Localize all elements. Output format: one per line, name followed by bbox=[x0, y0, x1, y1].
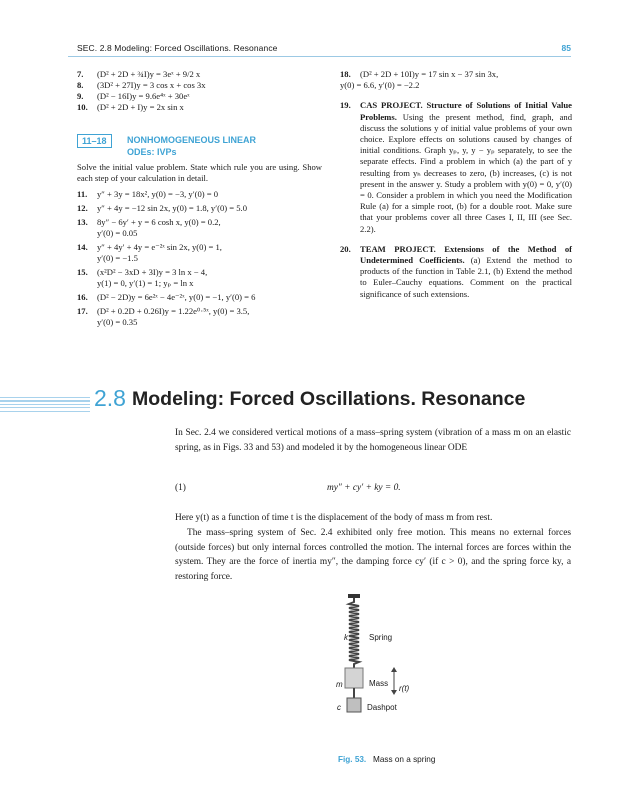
problem-8: 8. (3D² + 27I)y = 3 cos x + cos 3x bbox=[77, 80, 206, 90]
spring-label: Spring bbox=[369, 633, 393, 642]
figure-caption: Fig. 53. Mass on a spring bbox=[338, 755, 436, 764]
problem-18: 18. (D² + 2D + 10I)y = 17 sin x − 37 sin 3x, bbox=[340, 69, 499, 79]
problem-10: 10. (D² + 2D + I)y = 2x sin x bbox=[77, 102, 184, 112]
problems-18-20: 18. (D² + 2D + 10I)y = 17 sin x − 37 sin 3x, y(0) = 6.6, y′(0) = −2.2 19. CAS PROJECT. Structure of Solutions of Initial Value Problems. Using the present method, find, graph, and discuss the solutions y of initial value problems of your own choice. Explore effects on solutions caused by changes of initial conditions. Graph yₚ, y, y − yₚ separately, to see the separate effects. Find a problem in which (a) the part of y resulting from yₕ decreases to zero, (b) increases, (c) is not present in the answer y. Study a problem with y(0) = 0, y′(0) = 0. Consider a problem in which you need the Modification Rule (a) for a simple root, (b) for a double root. Make sure that your problems cover all three Cases I, II, III (see Sec. 2.2). 20. TEAM PROJECT. Extensions of the Method of Undetermined Coefficients. (a) Extend the method to products of the function in Table 2.1, (b) Extend the method to Euler–Cauchy equations. Comment on the practical significance of such extensions. bbox=[340, 69, 572, 299]
spring-icon bbox=[349, 598, 359, 668]
body-paragraph-3: The mass–spring system of Sec. 2.4 exhibited only free motion. This means no external forces (outside forces) but only internal forces controlled the motion. The internal forces are forces within the system. They are the force of inertia my″, the damping force cy′ (if c > 0), and the spring force ky, a restoring force. bbox=[175, 528, 571, 582]
problem-9: 9. (D² − 16I)y = 9.6e⁴ˣ + 30eˣ bbox=[77, 91, 190, 101]
c-label: c bbox=[337, 703, 341, 712]
ceiling-support bbox=[348, 594, 360, 598]
problem-14: 14. y″ + 4y′ + 4y = e⁻²ˣ sin 2x, y(0) = 1, bbox=[77, 242, 222, 252]
rt-label: r(t) bbox=[399, 684, 410, 693]
problems-11-17: 11. y″ + 3y = 18x², y(0) = −3, y′(0) = 0 12. y″ + 4y = −12 sin 2x, y(0) = 1.8, y′(0) = 5.0 13. 8y″ − 6y′ + y = 6 cosh x, y(0) = 0.2, y′(0) = 0.05 14. y″ + 4y′ + 4y = e⁻²ˣ sin 2x, y(0) = 1, y′(0) = −1.5 15. (x²D² − 3xD + 3I)y = 3 ln x − 4, y(1) = 0, y′(1) = 1; yₚ = ln x 16. (D² − 2D)y = 6e²ˣ − 4e⁻²ˣ, y(0) = −1, y′(0) = 6 17. (D² + 0.2D + 0.26I)y = 1.22e⁰·⁵ˣ, y(0) = 3.5, y′(0) = 0.35 bbox=[77, 189, 327, 328]
problem-12: 12. y″ + 4y = −12 sin 2x, y(0) = 1.8, y′(0) = 5.0 bbox=[77, 203, 247, 213]
running-header: SEC. 2.8 Modeling: Forced Oscillations. Resonance bbox=[77, 43, 278, 53]
section-heading: NONHOMOGENEOUS LINEAR ODEs: IVPs bbox=[127, 135, 257, 157]
body-paragraph-2: Here y(t) as a function of time t is the displacement of the body of mass m from rest. bbox=[175, 513, 493, 523]
problem-20: 20. TEAM PROJECT. Extensions of the Method of Undetermined Coefficients. (a) Extend the method to products of the function in Table 2.1, (b) Extend the method to Euler–Cauchy equations. Comment on the practical significance of such extensions. bbox=[340, 243, 572, 299]
dashpot-label: Dashpot bbox=[367, 703, 397, 712]
problem-11: 11. y″ + 3y = 18x², y(0) = −3, y′(0) = 0 bbox=[77, 189, 219, 199]
mass-label: Mass bbox=[369, 679, 389, 688]
problem-13: 13. 8y″ − 6y′ + y = 6 cosh x, y(0) = 0.2, bbox=[77, 217, 221, 227]
header-rule bbox=[68, 56, 571, 57]
section-number: 2.8 bbox=[94, 385, 126, 411]
equation-label: (1) bbox=[175, 483, 186, 493]
problem-15: 15. (x²D² − 3xD + 3I)y = 3 ln x − 4, bbox=[77, 267, 208, 277]
dashpot-icon bbox=[347, 698, 361, 712]
mass-block bbox=[345, 668, 363, 688]
problems-7-10 bbox=[77, 69, 322, 113]
body-paragraph-1: In Sec. 2.4 we considered vertical motions of a mass–spring system (vibration of a mass m on an elastic spring, as in Figs. 33 and 53) and modeled it by the homogeneous linear ODE bbox=[175, 428, 571, 453]
section-badge: 11–18 bbox=[77, 134, 112, 148]
instructions: Solve the initial value problem. State which rule you are using. Show each step of your calculation in detail. bbox=[77, 162, 322, 183]
problem-19: 19. CAS PROJECT. Structure of Solutions of Initial Value Problems. Using the present method, find, graph, and discuss the solutions y of initial value problems of your own choice. Explore effects on solutions caused by changes of initial conditions. Graph yₚ, y, y − yₚ separately, to see the separate effects. Find a problem in which (a) the part of y resulting from yₕ decreases to zero, (b) increases, (c) is not present in the answer y. Study a problem with y(0) = 0, y′(0) = 0. Consider a problem in which you need the Modification Rule (a) for a simple root, (b) for a double root. Make sure that your problems cover all three Cases I, II, III (see Sec. 2.2). bbox=[340, 100, 572, 234]
page-number: 85 bbox=[561, 43, 571, 53]
problem-16: 16. (D² − 2D)y = 6e²ˣ − 4e⁻²ˣ, y(0) = −1, y′(0) = 6 bbox=[77, 292, 256, 302]
problem-7: 7. (D² + 2D + ¾I)y = 3eˣ + 9/2 x bbox=[77, 69, 201, 79]
section-title: Modeling: Forced Oscillations. Resonance bbox=[132, 388, 526, 410]
m-label: m bbox=[336, 680, 343, 689]
force-arrow-icon bbox=[391, 667, 397, 695]
k-label: k bbox=[344, 633, 348, 642]
title-decoration bbox=[0, 397, 90, 414]
equation-1: my″ + cy′ + ky = 0. bbox=[327, 483, 401, 493]
problem-17: 17. (D² + 0.2D + 0.26I)y = 1.22e⁰·⁵ˣ, y(0) = 3.5, bbox=[77, 306, 250, 316]
mass-spring-figure bbox=[330, 592, 450, 752]
